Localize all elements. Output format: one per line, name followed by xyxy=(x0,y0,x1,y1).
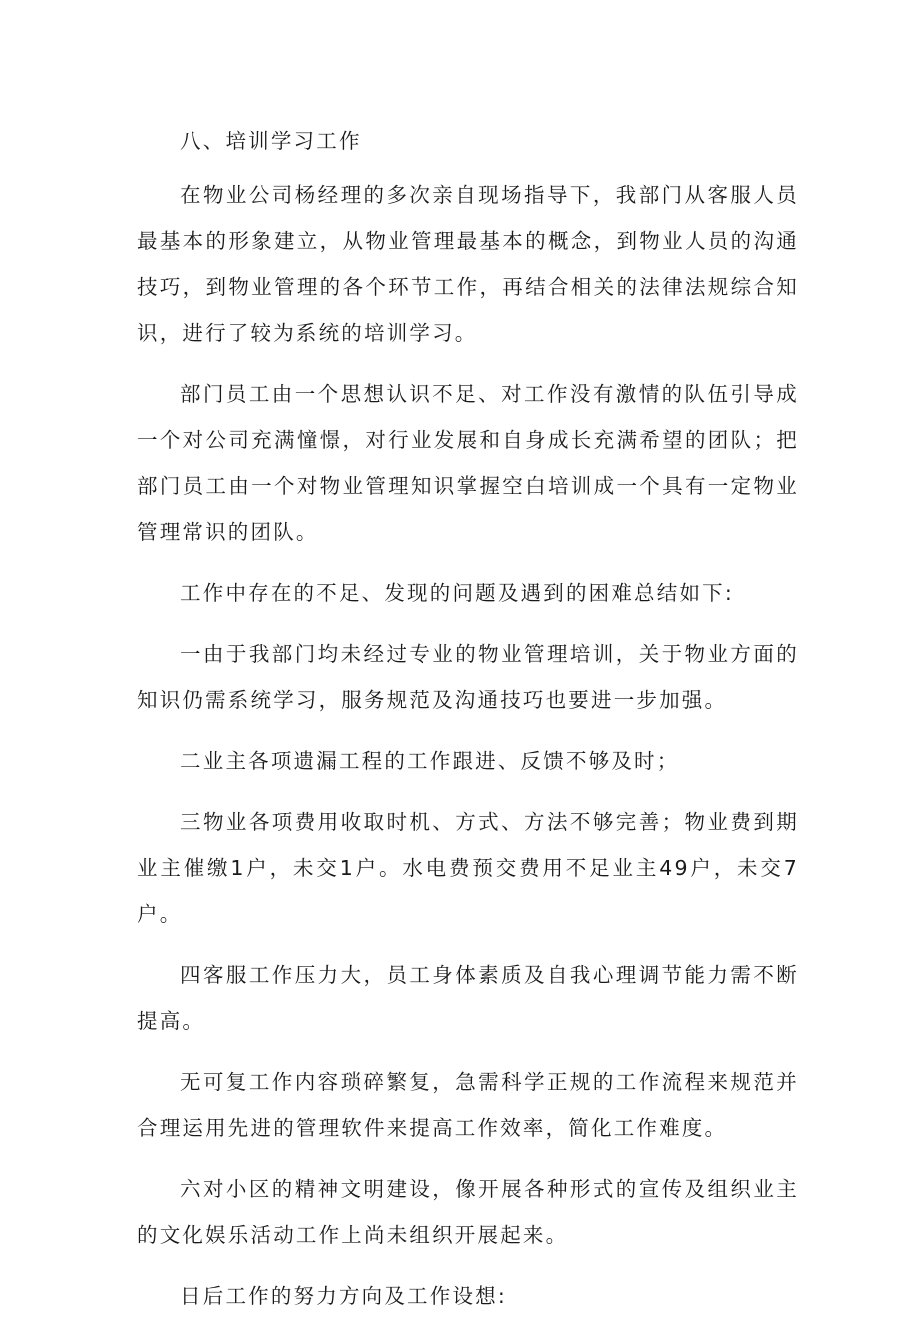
paragraph-problem-5: 无可复工作内容琐碎繁复，急需科学正规的工作流程来规范并合理运用先进的管理软件来提高工作效率，简化工作难度。 xyxy=(137,1070,799,1140)
paragraph-problem-1: 一由于我部门均未经过专业的物业管理培训，关于物业方面的知识仍需系统学习，服务规范及沟通技巧也要进一步加强。 xyxy=(137,642,799,712)
paragraph-future-direction: 日后工作的努力方向及工作设想: xyxy=(180,1284,507,1308)
section-heading: 八、培训学习工作 xyxy=(180,129,362,153)
paragraph-team-growth: 部门员工由一个思想认识不足、对工作没有激情的队伍引导成一个对公司充满憧憬，对行业发展和自身成长充满希望的团队；把部门员工由一个对物业管理知识掌握空白培训成一个具有一定物业管理常识的团队。 xyxy=(137,382,799,544)
paragraph-problem-6: 六对小区的精神文明建设，像开展各种形式的宣传及组织业主的文化娱乐活动工作上尚未组织开展起来。 xyxy=(137,1177,799,1247)
paragraph-problems-intro: 工作中存在的不足、发现的问题及遇到的困难总结如下: xyxy=(180,581,734,605)
paragraph-problem-2: 二业主各项遗漏工程的工作跟进、反馈不够及时； xyxy=(180,749,680,773)
document-body xyxy=(137,118,799,1334)
paragraph-training-summary: 在物业公司杨经理的多次亲自现场指导下，我部门从客服人员最基本的形象建立，从物业管理最基本的概念，到物业人员的沟通技巧，到物业管理的各个环节工作，再结合相关的法律法规综合知识，进行了较为系统的培训学习。 xyxy=(137,183,799,345)
paragraph-problem-4: 四客服工作压力大，员工身体素质及自我心理调节能力需不断提高。 xyxy=(137,963,799,1033)
paragraph-problem-3: 三物业各项费用收取时机、方式、方法不够完善；物业费到期业主催缴1户，未交1户。水电费预交费用不足业主49户，未交7户。 xyxy=(137,810,799,926)
